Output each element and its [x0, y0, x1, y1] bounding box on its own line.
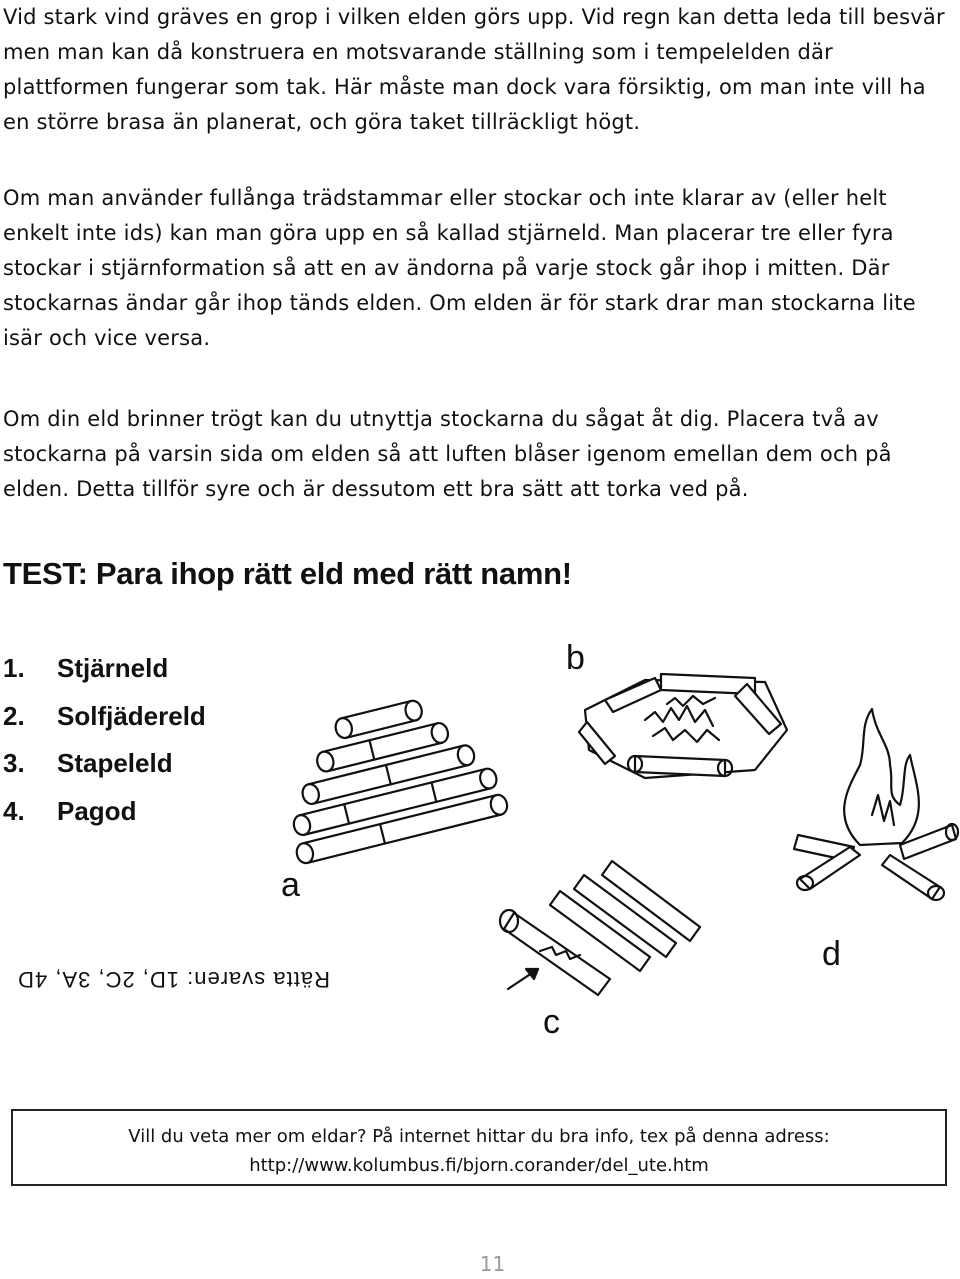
paragraph-slow-fire: Om din eld brinner trögt kan du utnyttja stockarna du sågat åt dig. Placera två av stockarna på varsin sida om elden så att luften blåser igenom emellan dem och på elden. Detta tillför syre och är dessutom ett bra sätt att torka ved på. — [3, 407, 892, 501]
info-link[interactable]: http://www.kolumbus.fi/bjorn.corander/del_ute.htm — [249, 1155, 709, 1176]
paragraph-wind-pit: Vid stark vind gräves en grop i vilken elden görs upp. Vid regn kan detta leda till besvär men man kan då konstruera en motsvarande ställning som i tempelelden där plattformen fungerar som tak. Här måste man dock vara försiktig, om man inte vill ha en större brasa än planerat, och göra taket tillräckligt högt. — [3, 5, 945, 134]
page-number: 11 — [479, 1252, 506, 1276]
fire-name-list — [3, 645, 206, 835]
list-item: 4. Pagod — [3, 795, 137, 826]
figure-label-c: c — [543, 1003, 560, 1041]
log-frame-fire-illustration — [575, 660, 795, 790]
log-pyramid-illustration — [270, 690, 530, 860]
star-fire-illustration — [790, 705, 960, 905]
paragraph-star-fire: Om man använder fullånga trädstammar eller stockar och inte klarar av (eller helt enkelt inte ids) kan man göra upp en så kallad stjärneld. Man placerar tre eller fyra stockar i stjärnformation så att en av ändorna på varje stock går ihop i mitten. Där stockarnas ändar går ihop tänds elden. Om elden är för stark drar man stockarna lite isär och vice versa. — [3, 186, 916, 350]
figure-label-b: b — [566, 639, 585, 677]
list-item: 2. Solfjädereld — [3, 700, 206, 731]
info-text: Vill du veta mer om eldar? På internet hittar du bra info, tex på denna adress: — [128, 1126, 830, 1147]
figure-label-d: d — [822, 935, 841, 973]
upside-down-answer-key: Rätta svaren: 1D, 2C, 3A, 4D — [17, 967, 330, 992]
list-item: 1. Stjärneld — [3, 653, 169, 683]
test-heading: TEST: Para ihop rätt eld med rätt namn! — [3, 556, 572, 591]
more-info-box — [11, 1109, 947, 1186]
figure-label-a: a — [281, 866, 300, 904]
parallel-logs-illustration — [500, 855, 710, 1005]
list-item: 3. Stapeleld — [3, 748, 173, 778]
